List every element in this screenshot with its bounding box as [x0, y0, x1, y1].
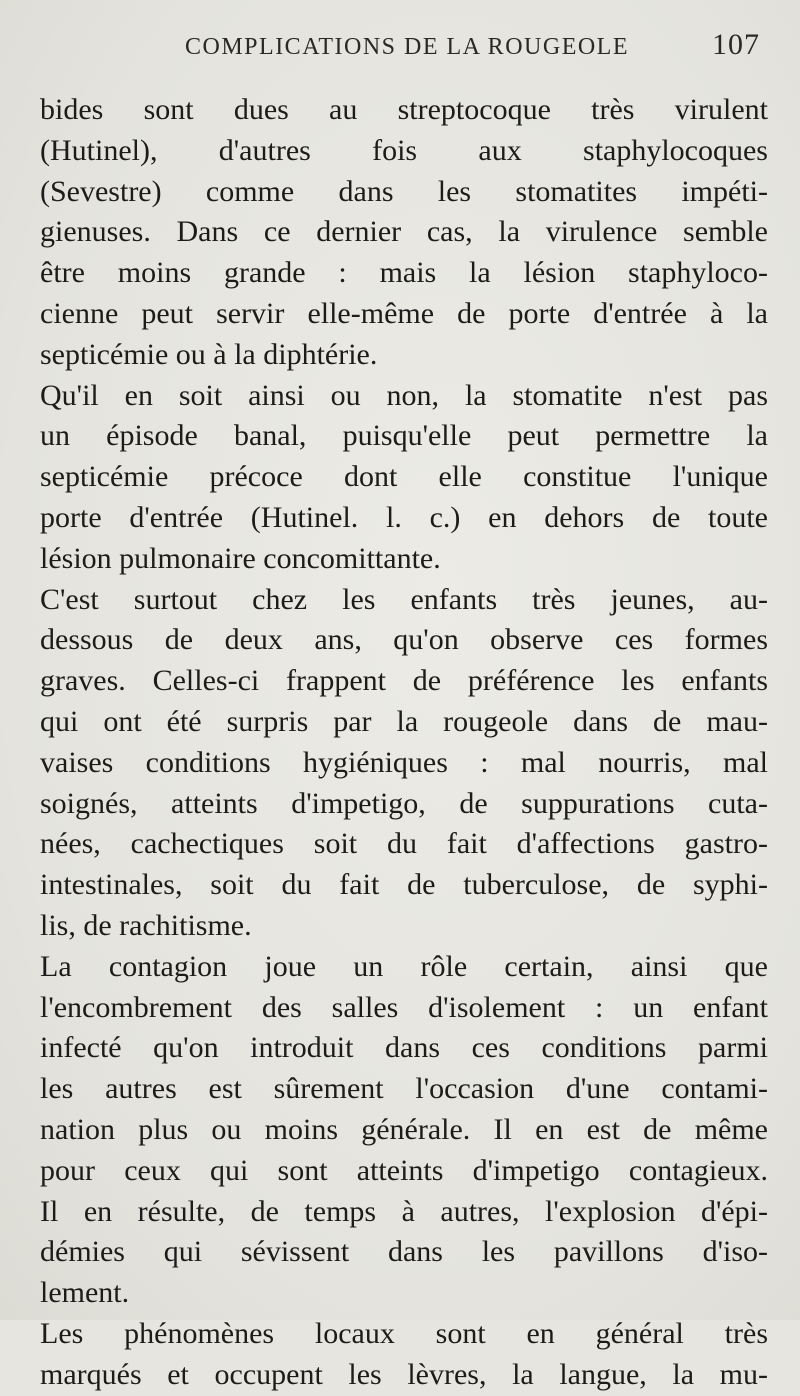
text-line: l'encombrement des salles d'isolement : un enfant [40, 990, 768, 1024]
text-line: graves. Celles-ci frappent de préférence les enfants [40, 664, 768, 698]
text-line: bides sont dues au streptocoque très virulent [40, 93, 768, 126]
text-line: lement. [40, 1276, 130, 1310]
running-title: COMPLICATIONS DE LA ROUGEOLE [185, 34, 629, 60]
text-line: nées, cachectiques soit du fait d'affections gastro- [40, 827, 768, 861]
text-line: dessous de deux ans, qu'on observe ces formes [40, 623, 768, 657]
body-text [40, 90, 768, 1396]
text-line: La contagion joue un rôle certain, ainsi que [40, 949, 768, 983]
text-line: nation plus ou moins générale. Il en est de même [40, 1112, 768, 1146]
text-line: septicémie ou à la diphtérie. [40, 337, 378, 371]
text-line: porte d'entrée (Hutinel. l. c.) en dehors de toute [40, 500, 768, 534]
text-line: intestinales, soit du fait de tuberculose, de syphi- [40, 868, 768, 902]
text-line: Il en résulte, de temps à autres, l'explosion d'épi- [40, 1194, 768, 1228]
running-head [0, 14, 800, 74]
text-line: infecté qu'on introduit dans ces conditions parmi [40, 1031, 768, 1065]
page-number: 107 [712, 28, 760, 61]
text-line: cienne peut servir elle-même de porte d'entrée à la [40, 296, 768, 330]
text-line: vaises conditions hygiéniques : mal nourris, mal [40, 745, 768, 779]
text-line: (Sevestre) comme dans les stomatites impéti- [40, 174, 768, 208]
text-line: Qu'il en soit ainsi ou non, la stomatite n'est pas [40, 378, 768, 412]
text-line: qui ont été surpris par la rougeole dans de mau- [40, 704, 768, 738]
text-line: être moins grande : mais la lésion staphyloco- [40, 256, 768, 290]
text-line: marqués et occupent les lèvres, la langue, la mu- [40, 1357, 768, 1391]
text-line: démies qui sévissent dans les pavillons d'iso- [40, 1235, 768, 1269]
text-line: lis, de rachitisme. [40, 908, 252, 942]
text-line: lésion pulmonaire concomittante. [40, 541, 441, 575]
text-line: gienuses. Dans ce dernier cas, la virulence semble [40, 215, 768, 249]
text-line: C'est surtout chez les enfants très jeunes, au- [40, 582, 768, 616]
text-line: (Hutinel), d'autres fois aux staphylocoques [40, 133, 768, 167]
text-line: un épisode banal, puisqu'elle peut permettre la [40, 419, 768, 453]
text-line: soignés, atteints d'impetigo, de suppurations cuta- [40, 786, 768, 820]
text-line: septicémie précoce dont elle constitue l'unique [40, 460, 768, 494]
text-line: les autres est sûrement l'occasion d'une contami- [40, 1072, 768, 1106]
text-line: Les phénomènes locaux sont en général très [40, 1316, 768, 1350]
text-line: pour ceux qui sont atteints d'impetigo contagieux. [40, 1153, 768, 1187]
